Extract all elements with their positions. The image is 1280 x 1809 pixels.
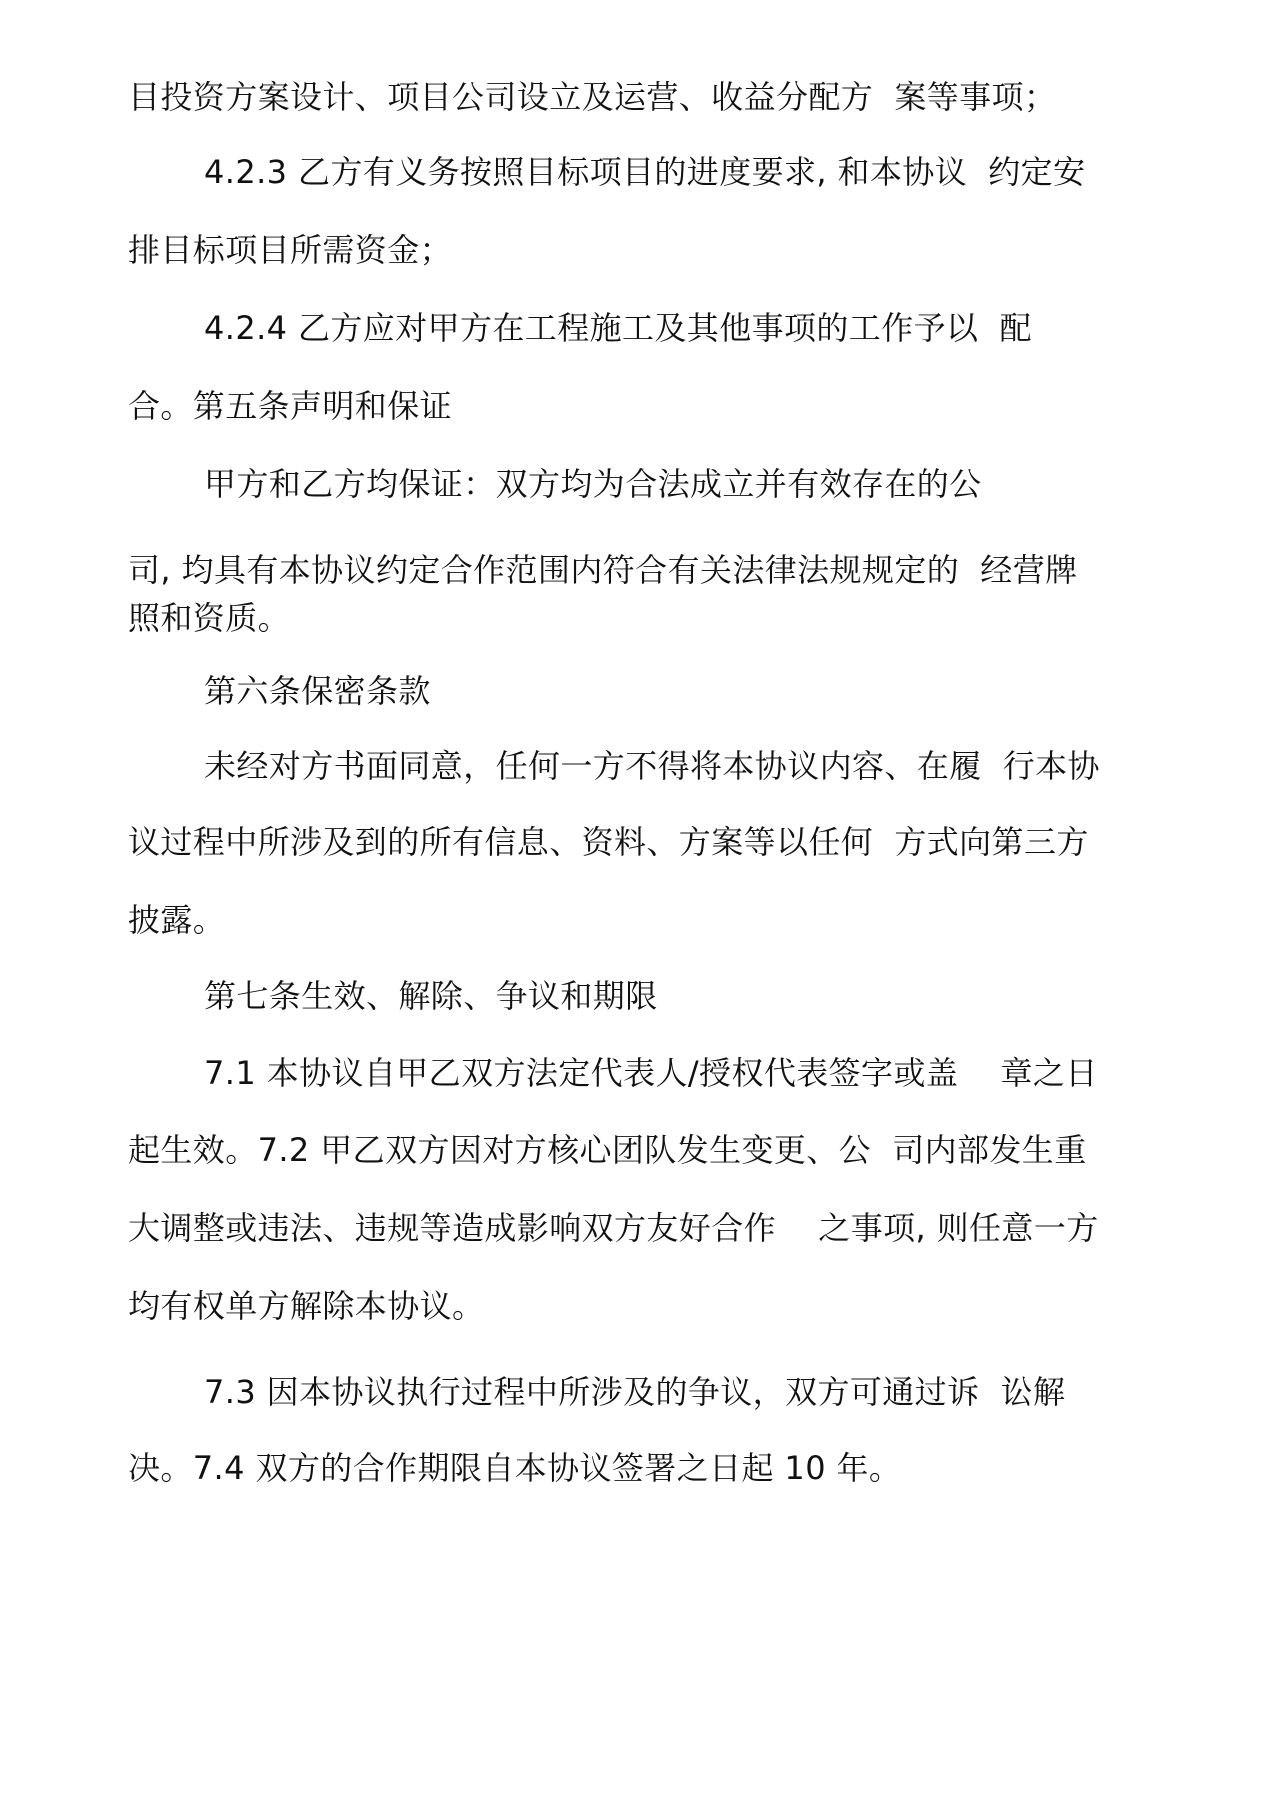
text-line: 4.2.3 乙方有义务按照目标项目的进度要求, 和本协议 约定安 [204,153,1086,191]
text-line: 司, 均具有本协议约定合作范围内符合有关法律法规规定的 经营牌 [128,551,1078,589]
text-line: 合。第五条声明和保证 [128,387,453,425]
text-line: 目投资方案设计、项目公司设立及运营、收益分配方 案等事项； [128,78,1057,116]
text-line: 议过程中所涉及到的所有信息、资料、方案等以任何 方式向第三方 [128,823,1089,861]
text-line: 照和资质。 [128,599,291,637]
text-line: 未经对方书面同意，任何一方不得将本协议内容、在履 行本协 [204,747,1100,785]
text-line: 4.2.4 乙方应对甲方在工程施工及其他事项的工作予以 配 [204,309,1032,347]
text-line: 7.3 因本协议执行过程中所涉及的争议，双方可通过诉 讼解 [204,1373,1066,1411]
section-heading: 第七条生效、解除、争议和期限 [204,977,658,1015]
text-line: 排目标项目所需资金； [128,231,453,269]
text-line: 大调整或违法、违规等造成影响双方友好合作 之事项, 则任意一方 [128,1209,1099,1247]
text-line: 披露。 [128,901,226,939]
text-line: 甲方和乙方均保证：双方均为合法成立并有效存在的公 [204,465,982,503]
text-line: 7.1 本协议自甲乙双方法定代表人/授权代表签字或盖 章之日 [204,1054,1098,1092]
section-heading: 第六条保密条款 [204,672,431,710]
text-line: 决。7.4 双方的合作期限自本协议签署之日起 10 年。 [128,1449,902,1487]
text-line: 均有权单方解除本协议。 [128,1287,485,1325]
text-line: 起生效。7.2 甲乙双方因对方核心团队发生变更、公 司内部发生重 [128,1131,1087,1169]
